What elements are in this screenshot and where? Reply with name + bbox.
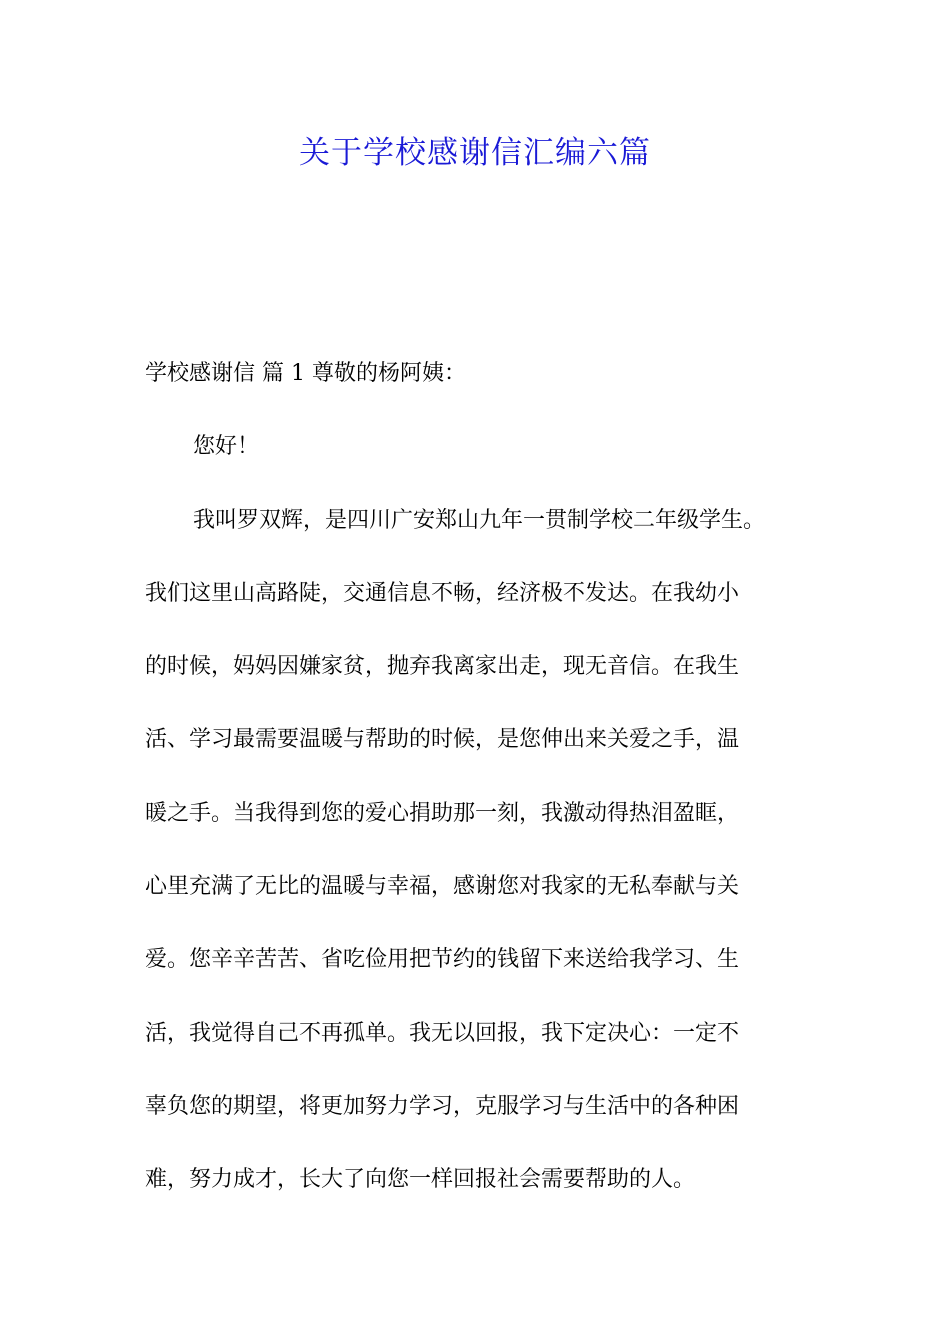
paragraph-line: 爱。您辛辛苦苦、省吃俭用把节约的钱留下来送给我学习、生 [145,947,740,973]
paragraph-line: 我们这里山高路陡，交通信息不畅，经济极不发达。在我幼小 [145,580,740,606]
letter-heading-line: 学校感谢信 篇 1 尊敬的杨阿姨： [145,361,466,386]
paragraph-line: 活、学习最需要温暖与帮助的时候，是您伸出来关爱之手，温 [145,727,740,753]
paragraph-line: 辜负您的期望，将更加努力学习，克服学习与生活中的各种困 [145,1093,740,1119]
paragraph-line: 心里充满了无比的温暖与幸福，感谢您对我家的无私奉献与关 [145,874,740,900]
paragraph-line: 难，努力成才，长大了向您一样回报社会需要帮助的人。 [145,1167,696,1193]
paragraph-line: 的时候，妈妈因嫌家贫，抛弃我离家出走，现无音信。在我生 [145,654,740,680]
letter-body [145,337,813,1217]
greeting-line: 您好！ [193,434,260,460]
document-title: 关于学校感谢信汇编六篇 [299,135,651,171]
paragraph-line: 我叫罗双辉，是四川广安郑山九年一贯制学校二年级学生。 [193,507,766,533]
paragraph-line: 活，我觉得自己不再孤单。我无以回报，我下定决心：一定不 [145,1020,740,1046]
paragraph-line: 暖之手。当我得到您的爱心捐助那一刻，我激动得热泪盈眶， [145,800,740,826]
